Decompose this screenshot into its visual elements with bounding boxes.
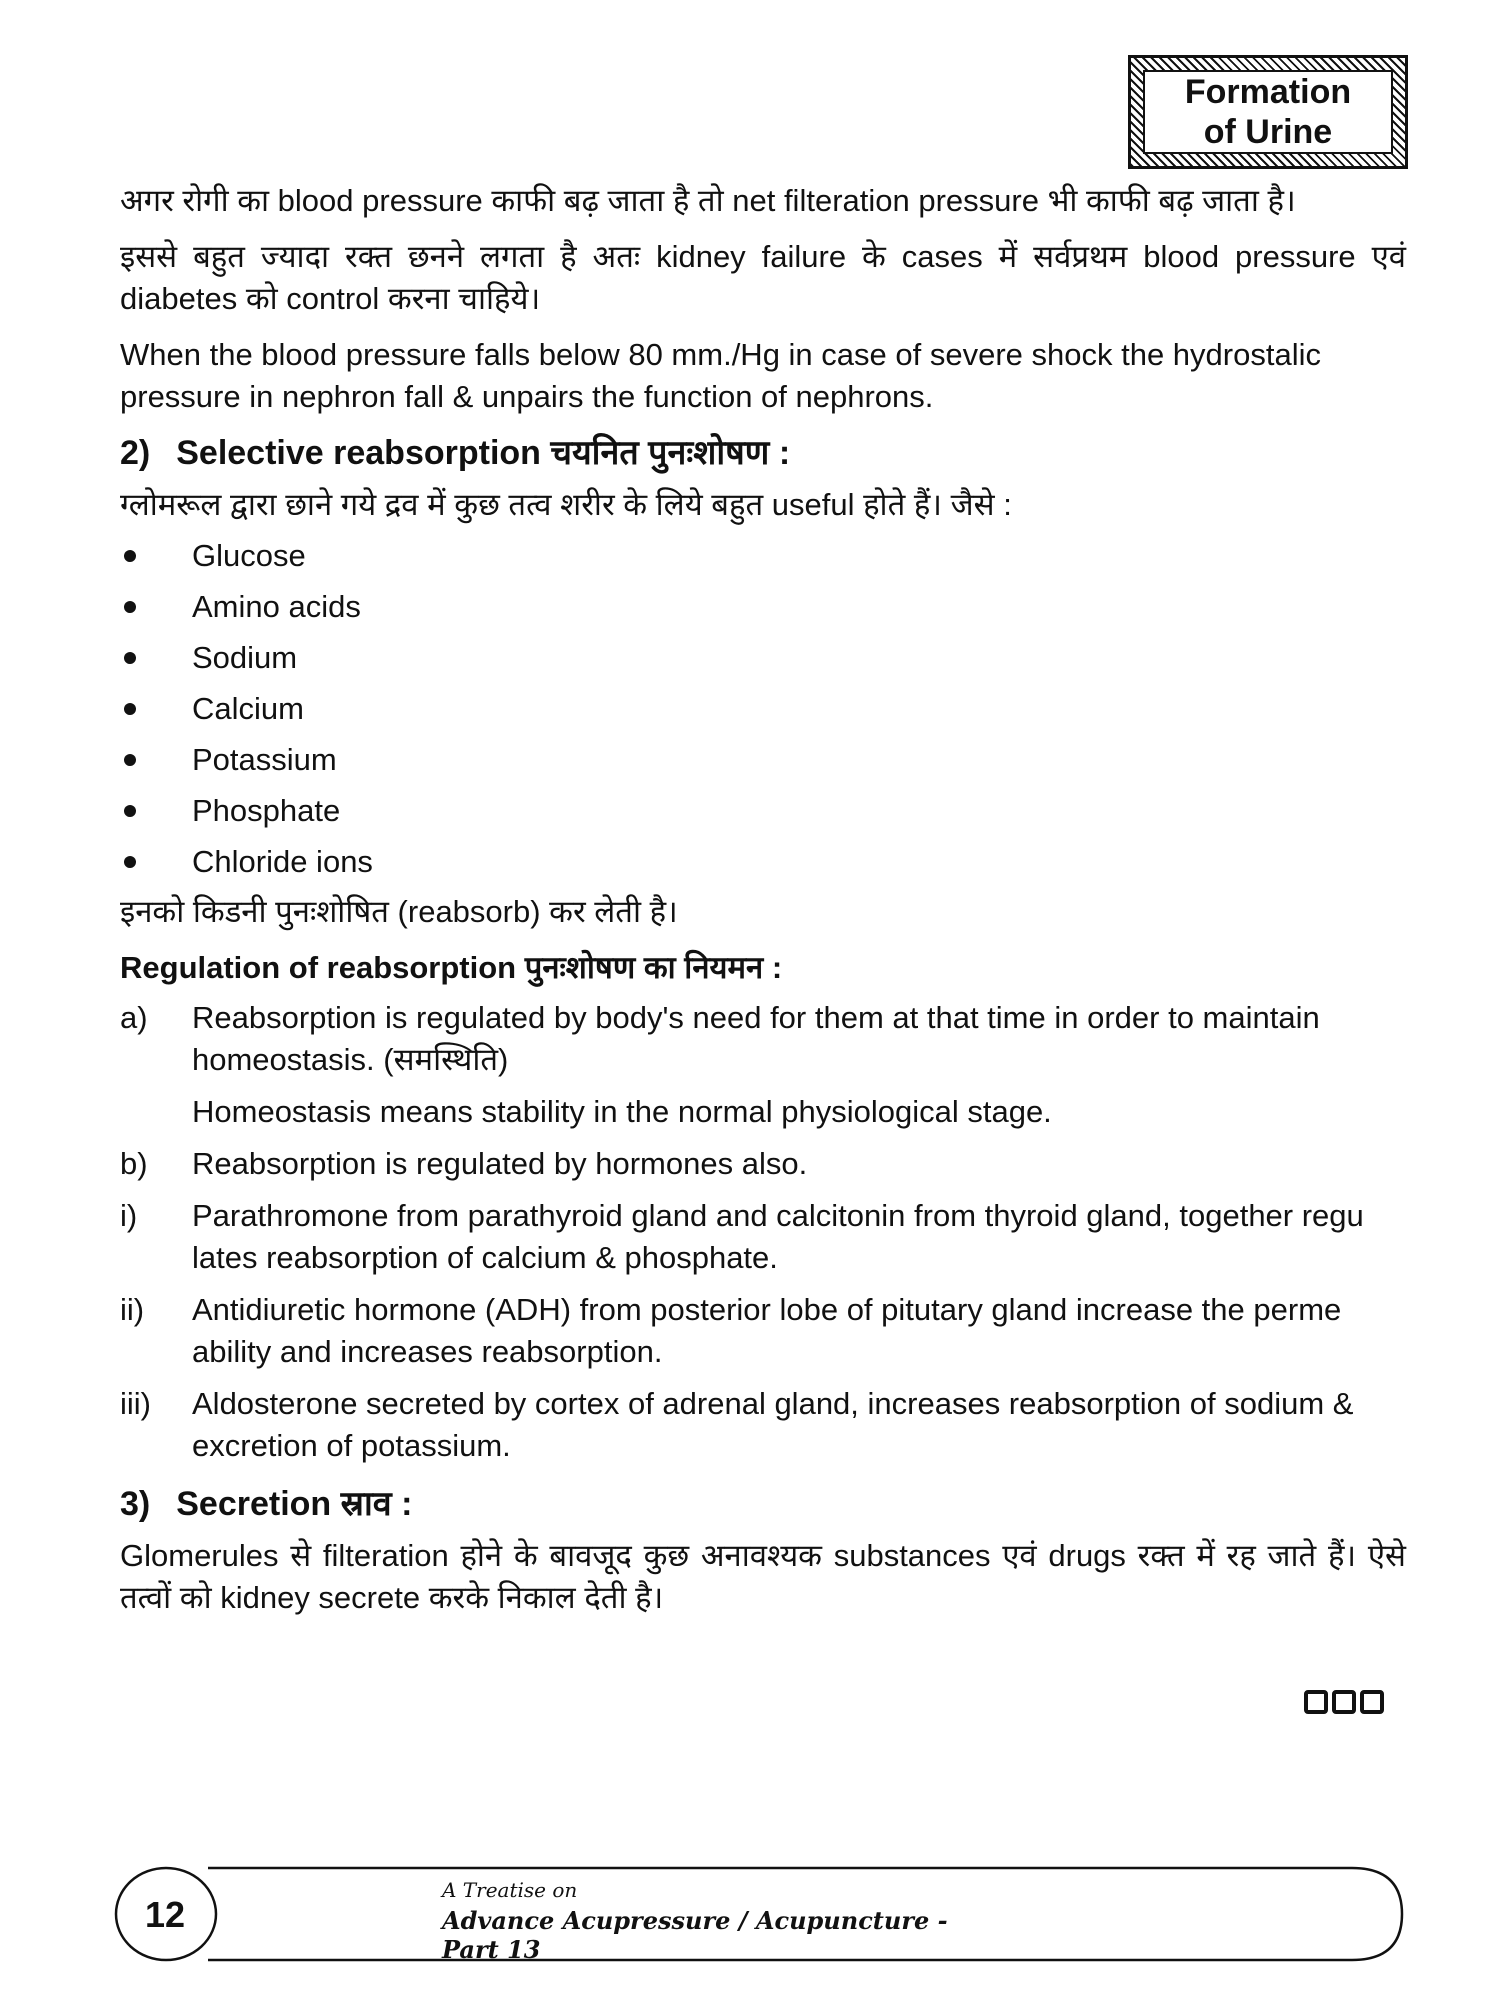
- bullet-icon: [124, 601, 136, 613]
- chapter-title-line1: Formation: [1184, 73, 1352, 111]
- list-item: Amino acids: [120, 581, 1406, 632]
- list-item: [120, 1195, 1406, 1279]
- intro-paragraph-3: When the blood pressure falls below 80 mm./Hg in case of severe shock the hydrostalic pressure in nephron fall & unpairs the function of nephrons.: [120, 337, 1321, 414]
- item-marker: a): [120, 1000, 148, 1035]
- book-title-line1: A Treatise on: [442, 1878, 578, 1902]
- intro-paragraph-2: इससे बहुत ज्यादा रक्त छनने लगता है अतः kidney failure के cases में सर्वप्रथम blood pressure एवं diabetes को control करना चाहिये।: [120, 239, 1406, 316]
- bullet-icon: [124, 856, 136, 868]
- chapter-title: [1143, 70, 1393, 154]
- list-item: Potassium: [120, 734, 1406, 785]
- section-3-title: Secretion स्राव :: [176, 1485, 413, 1523]
- item-text: Antidiuretic hormone (ADH) from posterior lobe of pitutary gland increase the perme ability and increases reabsorption.: [192, 1292, 1342, 1369]
- section-2-title: Selective reabsorption चयनित पुनःशोषण :: [176, 434, 791, 472]
- section-3-text: Glomerules से filteration होने के बावजूद कुछ अनावश्यक substances एवं drugs रक्त में रह जाते हैं। ऐसे तत्वों को kidney secrete करके निकाल देती है।: [120, 1538, 1406, 1615]
- page-footer: [112, 1860, 1408, 1968]
- item-marker: ii): [120, 1292, 145, 1327]
- bullet-icon: [124, 550, 136, 562]
- intro-paragraph-1: अगर रोगी का blood pressure काफी बढ़ जाता है तो net filteration pressure भी काफी बढ़ जाता है।: [120, 183, 1296, 218]
- bullet-icon: [124, 703, 136, 715]
- section-2-outro: इनको किडनी पुनःशोषित (reabsorb) कर लेती है।: [120, 894, 678, 929]
- item-extra-text: Homeostasis means stability in the normal physiological stage.: [192, 1094, 1052, 1129]
- list-item: Calcium: [120, 683, 1406, 734]
- regulation-heading: Regulation of reabsorption पुनःशोषण का नियमन :: [120, 950, 783, 985]
- list-item: Chloride ions: [120, 836, 1406, 887]
- section-3-number: 3): [120, 1485, 151, 1523]
- square-icon: [1360, 1690, 1384, 1714]
- list-item: Glucose: [120, 530, 1406, 581]
- chapter-title-box: [1128, 55, 1408, 169]
- item-marker: iii): [120, 1386, 151, 1421]
- end-of-section-mark: [1304, 1690, 1384, 1714]
- list-item: [120, 997, 1406, 1133]
- regulation-list: [120, 997, 1406, 1467]
- book-title-line2: Advance Acupressure / Acupuncture - Part 13: [442, 1906, 948, 1964]
- nutrient-list: [120, 530, 1406, 887]
- section-2-intro: ग्लोमरूल द्वारा छाने गये द्रव में कुछ तत्व शरीर के लिये बहुत useful होते हैं। जैसे :: [120, 487, 1012, 522]
- bullet-icon: [124, 805, 136, 817]
- item-text: Reabsorption is regulated by body's need for them at that time in order to maintain homeostasis. (समस्थिति): [192, 1000, 1320, 1077]
- item-text: Reabsorption is regulated by hormones also.: [192, 1146, 808, 1181]
- square-icon: [1332, 1690, 1356, 1714]
- item-text: Parathromone from parathyroid gland and calcitonin from thyroid gland, together regu lates reabsorption of calcium & phosphate.: [192, 1198, 1364, 1275]
- page-number: 12: [144, 1894, 186, 1935]
- item-text: Aldosterone secreted by cortex of adrenal gland, increases reabsorption of sodium & excretion of potassium.: [192, 1386, 1354, 1463]
- list-item: [120, 1289, 1406, 1373]
- list-item: [120, 1143, 1406, 1185]
- section-2-number: 2): [120, 434, 151, 472]
- item-marker: i): [120, 1198, 138, 1233]
- bullet-icon: [124, 652, 136, 664]
- list-item: Sodium: [120, 632, 1406, 683]
- list-item: [120, 1383, 1406, 1467]
- bullet-icon: [124, 754, 136, 766]
- main-content: [120, 180, 1406, 1633]
- list-item: Phosphate: [120, 785, 1406, 836]
- section-2-heading: [120, 432, 1406, 474]
- item-marker: b): [120, 1146, 148, 1181]
- chapter-title-line2: of Urine: [1203, 113, 1333, 151]
- square-icon: [1304, 1690, 1328, 1714]
- section-3-heading: [120, 1483, 1406, 1525]
- book-title: [442, 1878, 1002, 1964]
